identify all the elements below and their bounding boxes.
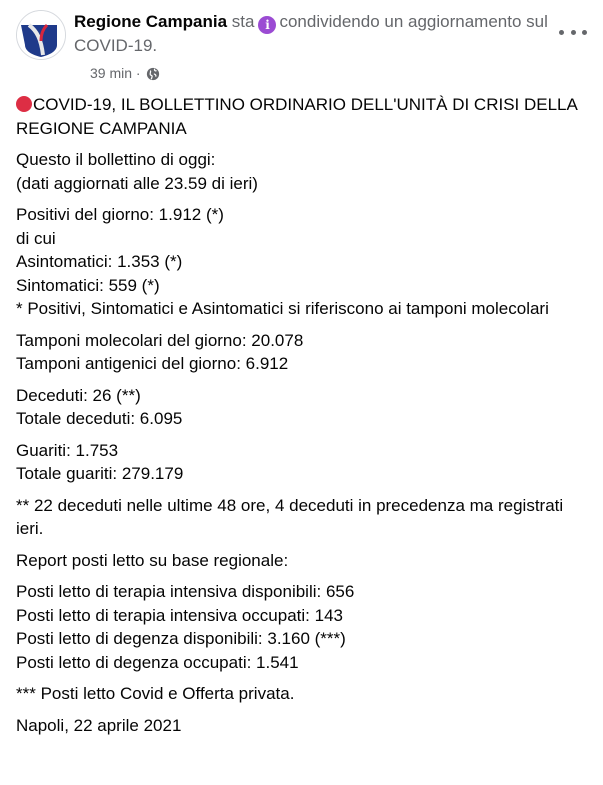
info-icon: i [258, 16, 276, 34]
post-paragraph [16, 148, 591, 195]
post-line: Napoli, 22 aprile 2021 [16, 715, 182, 735]
post-paragraph [16, 580, 591, 674]
post-line: Report posti letto su base regionale: [16, 550, 289, 570]
post-line: Posti letto di degenza occupati: 1.541 [16, 652, 299, 672]
avatar[interactable] [16, 10, 66, 60]
post-paragraph [16, 549, 591, 573]
more-horizontal-icon-dot [582, 30, 587, 35]
post-paragraph [16, 384, 591, 431]
post-paragraph [16, 494, 591, 541]
post-header-text [74, 10, 554, 83]
globe-icon[interactable] [146, 67, 160, 81]
more-options-button[interactable] [559, 22, 587, 42]
post-line: Totale deceduti: 6.095 [16, 409, 183, 428]
post-line: Posti letto di terapia intensiva disponibili: 656 [16, 582, 355, 601]
post-meta [90, 63, 554, 83]
post-line: ** 22 deceduti nelle ultime 48 ore, 4 deceduti in precedenza ma registrati ieri. [16, 495, 564, 538]
author-name[interactable]: Regione Campania [74, 12, 228, 31]
post-paragraph [16, 682, 591, 706]
post-line: * Positivi, Sintomatici e Asintomatici si riferiscono ai tamponi molecolari [16, 299, 549, 318]
regione-campania-logo-icon [17, 11, 65, 59]
post-line: Tamponi antigenici del giorno: 6.912 [16, 354, 289, 373]
post-line: Posti letto di degenza disponibili: 3.160 (***) [16, 629, 346, 648]
post-line: Questo il bollettino di oggi: [16, 150, 216, 169]
red-circle-icon [16, 96, 32, 112]
post-title: COVID-19, IL BOLLETTINO ORDINARIO DELL'UNITÀ DI CRISI DELLA REGIONE CAMPANIA [16, 95, 577, 138]
post-paragraph [16, 714, 591, 738]
post-line: (dati aggiornati alle 23.59 di ieri) [16, 173, 258, 193]
post-line: Positivi del giorno: 1.912 (*) [16, 205, 224, 224]
post-paragraph [16, 439, 591, 486]
action-prefix: sta [231, 12, 255, 31]
post-paragraph [16, 329, 591, 376]
post-line: Deceduti: 26 (**) [16, 385, 141, 405]
post-header [16, 10, 587, 80]
more-horizontal-icon [559, 30, 564, 35]
post-title-paragraph [16, 93, 591, 140]
post-text [16, 93, 591, 745]
post-line: Guariti: 1.753 [16, 440, 119, 460]
post-action-line [74, 10, 554, 58]
post-line: Tamponi molecolari del giorno: 20.078 [16, 330, 304, 350]
post-paragraph [16, 203, 591, 321]
post-line: Totale guariti: 279.179 [16, 464, 184, 483]
more-horizontal-icon-dot [571, 30, 576, 35]
post-line: Asintomatici: 1.353 (*) [16, 252, 183, 271]
post-line: Posti letto di terapia intensiva occupati: 143 [16, 605, 343, 625]
post-line: *** Posti letto Covid e Offerta privata. [16, 684, 295, 703]
meta-separator: · [135, 65, 141, 81]
post-time[interactable]: 39 min [90, 65, 133, 81]
action-text: condividendo un aggiornamento sul COVID-19. [74, 12, 548, 55]
post-line: di cui [16, 228, 56, 248]
post-line: Sintomatici: 559 (*) [16, 275, 160, 295]
